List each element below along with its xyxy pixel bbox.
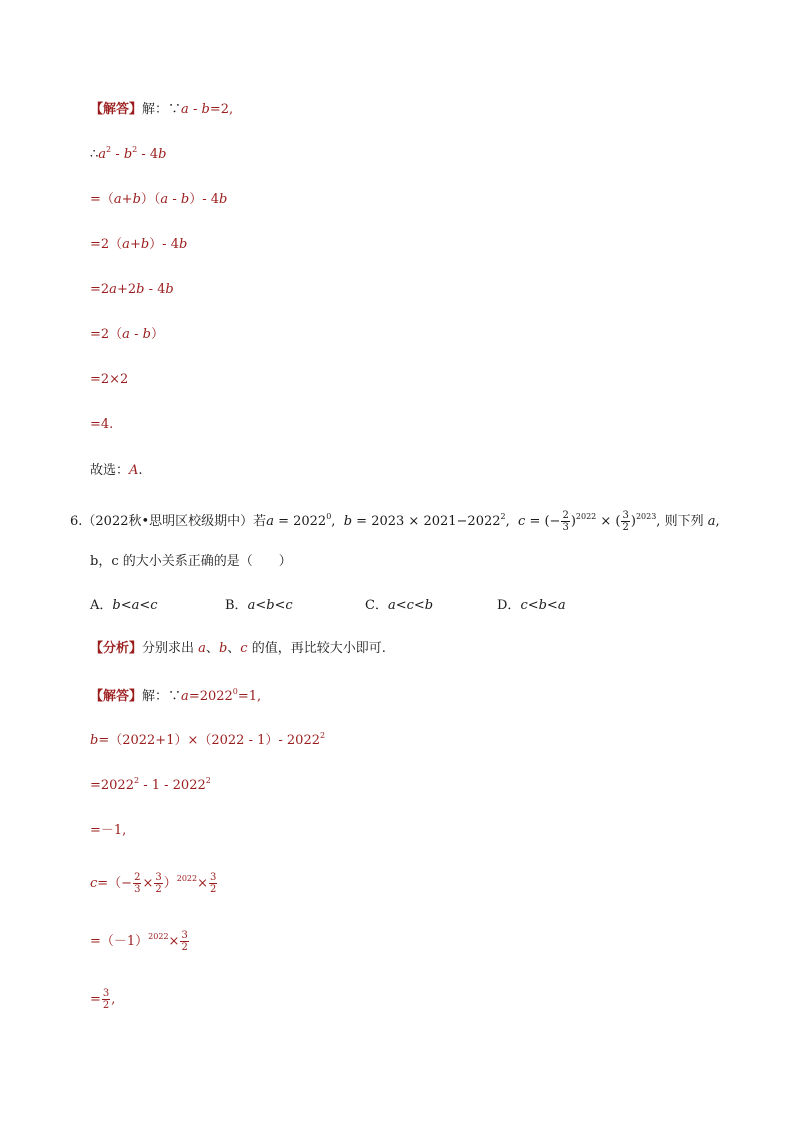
therefore-symbol: ∴ bbox=[90, 147, 99, 162]
option-b[interactable] bbox=[225, 594, 293, 613]
step-line-7: =4. bbox=[90, 417, 114, 432]
solution-label: 【解答】 bbox=[90, 102, 143, 117]
step-line-6: =2×2 bbox=[90, 372, 129, 387]
question-ask-tail: 则下列 a, bbox=[664, 514, 720, 529]
option-b-text: a<b<c bbox=[247, 598, 293, 613]
choose-answer bbox=[90, 461, 143, 481]
solution-6-step-5: c=（− $\frac{2}{3}$ × $\frac{3}{2}$ ）$^{2022}$× $\frac{3}{2}$ bbox=[90, 872, 217, 895]
option-c[interactable] bbox=[365, 594, 433, 613]
solution-6-header bbox=[90, 687, 261, 707]
option-a-letter: A． bbox=[90, 598, 113, 613]
option-d-letter: D． bbox=[497, 598, 521, 613]
jie-text: 解： bbox=[142, 102, 169, 117]
step-line-3: =2（a+b）- 4b bbox=[90, 237, 188, 252]
question-source: （2022秋•思明区校级期中） bbox=[82, 514, 254, 529]
solution-6-step-7: = $\frac{3}{2}$ , bbox=[90, 988, 116, 1011]
step-line-1: $\therefore a^2 - b^2 - 4b$ bbox=[90, 145, 167, 162]
option-c-text: a<c<b bbox=[387, 598, 434, 613]
answer-letter: A bbox=[129, 463, 139, 478]
step-line-2: =（a+b）（a - b）- 4b bbox=[90, 192, 228, 207]
solution-6-jie: 解： bbox=[142, 689, 169, 704]
option-b-letter: B． bbox=[225, 598, 248, 613]
solution-6-because: ∵ bbox=[168, 689, 182, 704]
choose-text: 故选： bbox=[90, 463, 130, 478]
analysis-line bbox=[90, 639, 386, 659]
because-symbol: ∵ bbox=[168, 102, 182, 117]
analysis-label: 【分析】 bbox=[90, 641, 143, 656]
analysis-text: 分别求出 a、b、c 的值，再比较大小即可. bbox=[142, 641, 386, 656]
c-definition: c = (− $\frac{2}{3}$ )$^{2022}$ × ( $\frac{3}{2}$ )$^{2023}$, bbox=[518, 510, 661, 533]
step-line-5: =2（a - b） bbox=[90, 327, 164, 342]
step-line-4: =2a+2b - 4b bbox=[90, 282, 174, 297]
ruo-text: 若 bbox=[253, 514, 267, 529]
solution-6-step-2: b=（2022+1）×（2022 - 1）- 2022$^2$ bbox=[90, 731, 326, 748]
question-number: 6. bbox=[70, 514, 83, 529]
solution-6-step-1: $a=2022^0=1$, bbox=[181, 687, 262, 704]
option-c-letter: C． bbox=[365, 598, 388, 613]
solution-6-label: 【解答】 bbox=[90, 689, 143, 704]
b-definition: $b = 2023 \times 2021-2022^2$, bbox=[343, 512, 510, 529]
a-definition: $a = 2022^0$, bbox=[266, 512, 336, 529]
option-a[interactable] bbox=[90, 594, 158, 613]
given-condition: a - b=2, bbox=[181, 102, 234, 117]
solution-6-step-4: =－1, bbox=[90, 823, 127, 838]
solution-6-step-6: $=(-1)^{2022}\times$ $\frac{3}{2}$ bbox=[90, 930, 188, 953]
solution-6-step-3: $=2022^2 - 1 - 2022^2$ bbox=[90, 776, 211, 793]
option-d[interactable] bbox=[497, 594, 566, 613]
option-d-text: c<b<a bbox=[520, 598, 566, 613]
question-6-line-1 bbox=[70, 510, 720, 533]
answer-period: . bbox=[138, 463, 143, 478]
question-6-line-2: b，c 的大小关系正确的是（ ） bbox=[90, 554, 292, 569]
prev-solution-header bbox=[90, 100, 233, 120]
option-a-text: b<a<c bbox=[112, 598, 158, 613]
